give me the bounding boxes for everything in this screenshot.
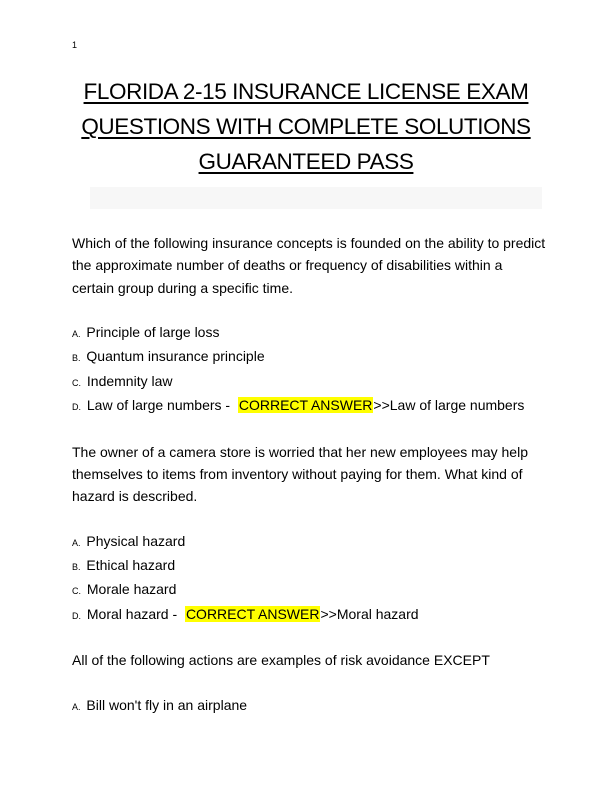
option-letter: B. [72, 562, 81, 573]
correct-answer-highlight: CORRECT ANSWER [185, 605, 320, 622]
questions-container [72, 232, 547, 741]
title-line-1: FLORIDA 2-15 INSURANCE LICENSE EXAM [83, 79, 529, 104]
option-letter: A. [72, 701, 81, 712]
option-letter: D. [72, 402, 81, 413]
option-d [72, 603, 547, 627]
question-block-2 [72, 441, 547, 627]
option-letter: B. [72, 353, 81, 364]
title-line-2: QUESTIONS WITH COMPLETE SOLUTIONS [81, 114, 531, 139]
option-text: Physical hazard [86, 532, 186, 549]
option-c [72, 578, 547, 602]
answer-text: >>Law of large numbers [373, 397, 525, 414]
title-divider-band [90, 187, 542, 209]
option-a [72, 530, 547, 554]
option-text: Law of large numbers - [86, 397, 238, 414]
option-text: Ethical hazard [86, 557, 176, 574]
option-text: Bill won't fly in an airplane [86, 696, 248, 713]
option-a [72, 321, 547, 345]
option-b [72, 345, 547, 369]
options-list [72, 694, 547, 718]
question-text: The owner of a camera store is worried that her new employees may help themselves to items from inventory without paying for them. What kind of hazard is described. [72, 443, 528, 505]
answer-text: >>Moral hazard [320, 605, 419, 622]
option-text: Quantum insurance principle [86, 348, 265, 365]
question-block-3 [72, 649, 547, 718]
option-text: Indemnity law [86, 372, 173, 389]
option-a [72, 694, 547, 718]
option-letter: A. [72, 537, 81, 548]
option-letter: C. [72, 586, 81, 597]
page-number: 1 [72, 40, 78, 50]
options-list [72, 530, 547, 627]
option-b [72, 554, 547, 578]
options-list [72, 321, 547, 418]
correct-answer-highlight: CORRECT ANSWER [238, 397, 373, 414]
title-line-3: GUARANTEED PASS [198, 149, 414, 174]
option-d [72, 394, 547, 418]
question-text: Which of the following insurance concepts is founded on the ability to predict the approximate number of deaths or frequency of disabilities within a certain group during a specific time. [72, 235, 546, 296]
document-title [72, 74, 540, 179]
option-letter: D. [72, 610, 81, 621]
question-block-1 [72, 232, 547, 418]
option-text: Principle of large loss [86, 324, 220, 341]
option-text: Moral hazard - [86, 605, 185, 622]
option-letter: A. [72, 329, 81, 340]
option-letter: C. [72, 377, 81, 388]
question-text: All of the following actions are examples of risk avoidance EXCEPT [72, 652, 490, 669]
option-text: Morale hazard [86, 581, 177, 598]
option-c [72, 370, 547, 394]
